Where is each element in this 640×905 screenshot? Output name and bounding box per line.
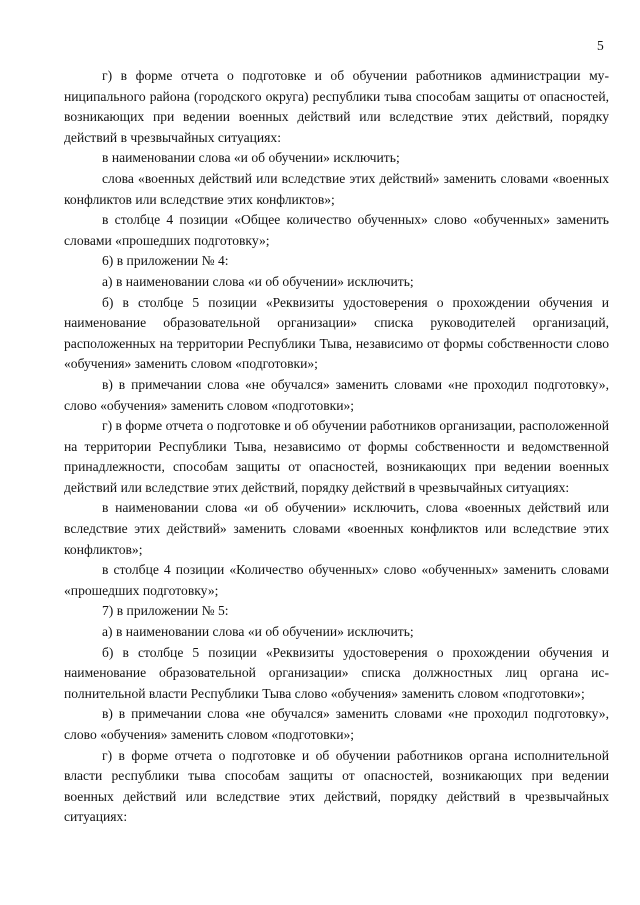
paragraph: г) в форме отчета о подготовке и об обучении работников организации, расположенной на территории Республики Тыва, независимо от формы собственности и ведомственной принадлежности, способам защиты от опасностей, возникающих при ведении военных действий или вследствие этих действий, порядку действий в чрезвычайных ситуациях: [64,418,609,495]
paragraph: в наименовании слова «и об обучении» исключить; [102,150,400,166]
paragraph: в столбце 4 позиции «Общее количество обученных» слово «обученных» заменить словами «прошедших подготовку»; [64,212,609,248]
paragraph: слова «военных действий или вследствие этих действий» заменить словами «военных конфликтов или вследствие этих конфликтов»; [64,170,609,207]
paragraph: б) в столбце 5 позиции «Реквизиты удостоверения о прохождении обучения и наименование образовательной организации» списка руководителей организаций, расположенных на территории Республики Тыва, независимо от формы собственности слово «обучения» заменить словом «подготовки»; [64,294,609,372]
page-number: 5 [597,38,604,53]
paragraph: в) в примечании слова «не обучался» заменить словами «не проходил подготовку», слово «обучения» заменить словом «подготовки»; [64,706,609,742]
paragraph: г) в форме отчета о подготовке и об обучении работников органа исполнительной власти республики тыва способам защиты от опасностей, возникающих при ведении военных действий или вследствие этих действий, порядку действий в чрезвычайных ситуациях: [64,747,609,825]
paragraph: а) в наименовании слова «и об обучении» исключить; [102,273,414,289]
paragraph: в наименовании слова «и об обучении» исключить, слова «военных действий или вследствие этих действий» заменить словами «военных конфликтов или вследствие этих конфликтов»; [64,500,609,557]
paragraph: 7) в приложении № 5: [102,603,229,619]
paragraph: в) в примечании слова «не обучался» заменить словами «не проходил подготовку», слово «обучения» заменить словом «подготовки»; [64,376,609,413]
paragraph: а) в наименовании слова «и об обучении» исключить; [102,624,414,640]
paragraph: 6) в приложении № 4: [102,253,229,269]
paragraph: г) в форме отчета о подготовке и об обучении работников администрации муниципального района (городского округа) республики тыва способам защиты от опасностей, возникающих при ведении военных действий или вследствие этих действий, порядку действий в чрезвычайных ситуациях: [64,68,609,145]
paragraph: в столбце 4 позиции «Количество обученных» слово «обученных» заменить словами «прошедших подготовку»; [64,562,609,598]
paragraph: б) в столбце 5 позиции «Реквизиты удостоверения о прохождении обучения и наименование образовательной организации» списка должностных лиц органа исполнительной власти Республики Тыва слово «обучения» заменить словом «подготовки»; [64,644,609,701]
document-body [64,66,609,828]
